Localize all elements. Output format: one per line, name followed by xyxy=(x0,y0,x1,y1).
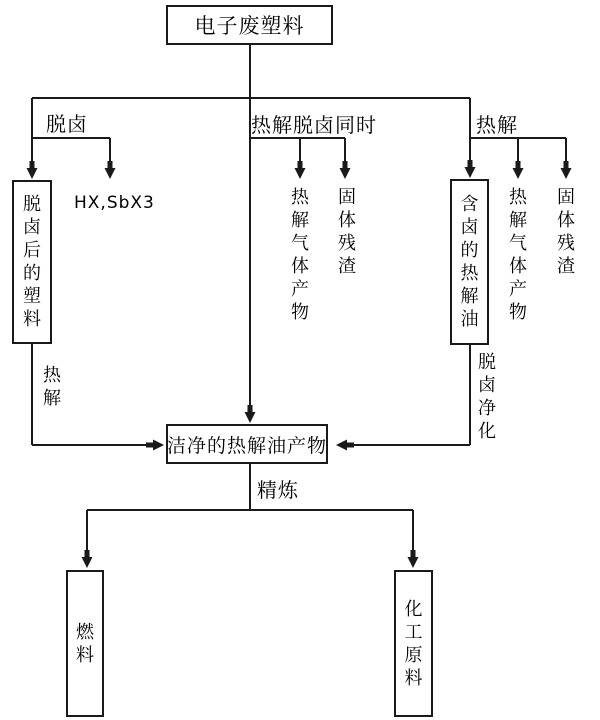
node-halogenated-pyrolysis-oil xyxy=(450,179,489,345)
node-chemical-feedstock xyxy=(394,570,433,717)
node-dehalogenated-plastic xyxy=(12,180,52,344)
label-pyrolysis-right: 热解 xyxy=(476,113,518,137)
connector-middle-branch xyxy=(250,138,345,164)
node-dehalogenated-plastic-label: 脱卤后的塑料 xyxy=(23,194,41,330)
node-clean-pyrolysis-oil-label: 洁净的热解油产物 xyxy=(167,434,328,457)
label-hx-sbx3: HX,SbX3 xyxy=(74,193,155,213)
connector-right-to-central xyxy=(344,345,470,445)
connector-products-bar xyxy=(87,464,413,552)
label-pyrolysis-gas-products-right: 热解气体产物 xyxy=(509,187,527,323)
node-ewaste-plastic xyxy=(166,5,333,45)
node-fuel xyxy=(66,570,104,717)
node-clean-pyrolysis-oil xyxy=(166,424,328,464)
label-dehalogenation-purification: 脱卤净化 xyxy=(478,352,496,442)
node-halogenated-pyrolysis-oil-label: 含卤的热解油 xyxy=(460,194,479,330)
node-ewaste-plastic-label: 电子废塑料 xyxy=(194,14,305,38)
label-solid-residue-right: 固体残渣 xyxy=(557,187,575,277)
label-dehalogenation: 脱卤 xyxy=(46,112,88,136)
label-pyrolysis-left: 热解 xyxy=(43,365,61,409)
label-pyrolysis-dehalogenation-simultaneous: 热解脱卤同时 xyxy=(251,113,377,137)
label-pyrolysis-gas-products-middle: 热解气体产物 xyxy=(291,187,309,323)
node-fuel-label: 燃料 xyxy=(76,621,94,666)
label-refining: 精炼 xyxy=(257,478,299,502)
node-chemical-feedstock-label: 化工原料 xyxy=(404,598,423,689)
label-solid-residue-middle: 固体残渣 xyxy=(338,187,356,277)
